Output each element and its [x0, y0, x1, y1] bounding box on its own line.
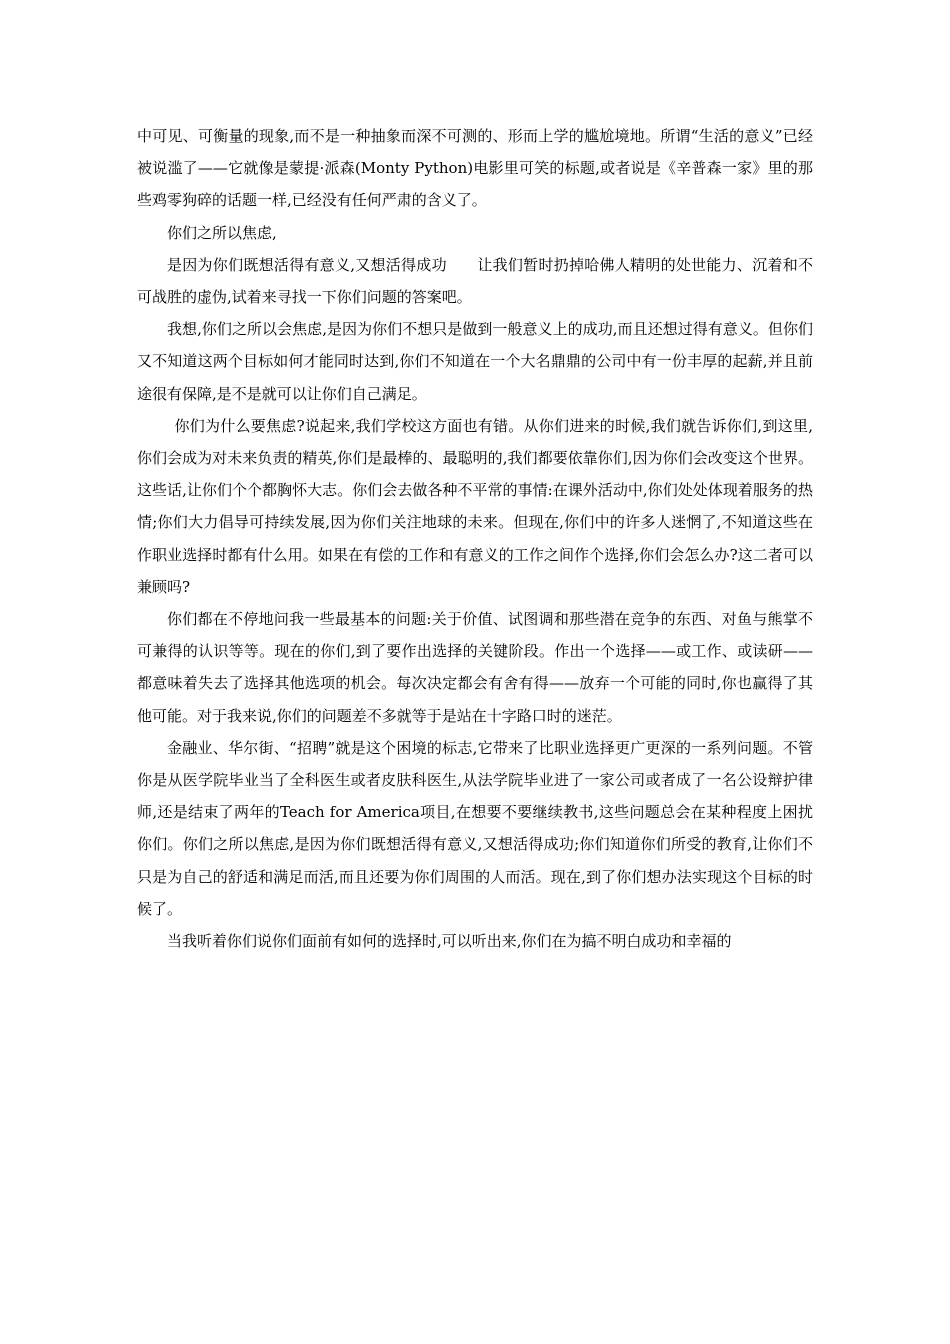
paragraph-listening: 当我听着你们说你们面前有如何的选择时,可以听出来,你们在为搞不明白成功和幸福的 [167, 932, 732, 951]
paragraph-i-think: 我想,你们之所以会焦虑,是因为你们不想只是做到一般意义上的成功,而且还想过得有意义。但你们又不知道这两个目标如何才能同时达到,你们不知道在一个大名鼎鼎的公司中有一份丰厚的起薪,并且前途很有保障,是不是就可以让你们自己满足。 [137, 320, 813, 403]
paragraph-basic-questions: 你们都在不停地问我一些最基本的问题:关于价值、试图调和那些潜在竞争的东西、对鱼与熊掌不可兼得的认识等等。现在的你们,到了要作出选择的关键阶段。作出一个选择——或工作、或读研——都意味着失去了选择其他选项的机会。每次决定都会有舍有得——放弃一个可能的同时,你也赢得了其他可能。对于我来说,你们的问题差不多就等于是站在十字路口时的迷茫。 [137, 610, 813, 725]
paragraph-meaning-success: 是因为你们既想活得有意义,又想活得成功 让我们暂时扔掉哈佛人精明的处世能力、沉着和不可战胜的虚伪,试着来寻找一下你们问题的答案吧。 [137, 255, 813, 307]
paragraph-finance-wall-street: 金融业、华尔街、“招聘”就是这个困境的标志,它带来了比职业选择更广更深的一系列问题。不管你是从医学院毕业当了全科医生或者皮肤科医生,从法学院毕业进了一家公司或者成了一名公设辩护律师,还是结束了两年的Teach for America项目,在想要不要继续教书,这些问题总会在某种程度上困扰你们。你们之所以焦虑,是因为你们既想活得有意义,又想活得成功;你们知道你们所受的教育,让你们不只是为自己的舒适和满足而活,而且还要为你们周围的人而活。现在,到了你们想办法实现这个目标的时候了。 [137, 738, 813, 918]
document-page [137, 120, 813, 957]
paragraph-why-anxious: 你们为什么要焦虑?说起来,我们学校这方面也有错。从你们进来的时候,我们就告诉你们,到这里,你们会成为对未来负责的精英,你们是最棒的、最聪明的,我们都要依靠你们,因为你们会改变这个世界。这些话,让你们个个都胸怀大志。你们会去做各种不平常的事情:在课外活动中,你们处处体现着服务的热情;你们大力倡导可持续发展,因为你们关注地球的未来。但现在,你们中的许多人迷惘了,不知道这些在作职业选择时都有什么用。如果在有偿的工作和有意义的工作之间作个选择,你们会怎么办?这二者可以兼顾吗? [137, 416, 813, 596]
paragraph-anxiety-heading: 你们之所以焦虑, [167, 223, 277, 242]
paragraph-continuation: 中可见、可衡量的现象,而不是一种抽象而深不可测的、形而上学的尴尬境地。所谓“生活的意义”已经被说滥了——它就像是蒙提·派森(Monty Python)电影里可笑的标题,或者说是《辛普森一家》里的那些鸡零狗碎的话题一样,已经没有任何严肃的含义了。 [137, 127, 813, 210]
